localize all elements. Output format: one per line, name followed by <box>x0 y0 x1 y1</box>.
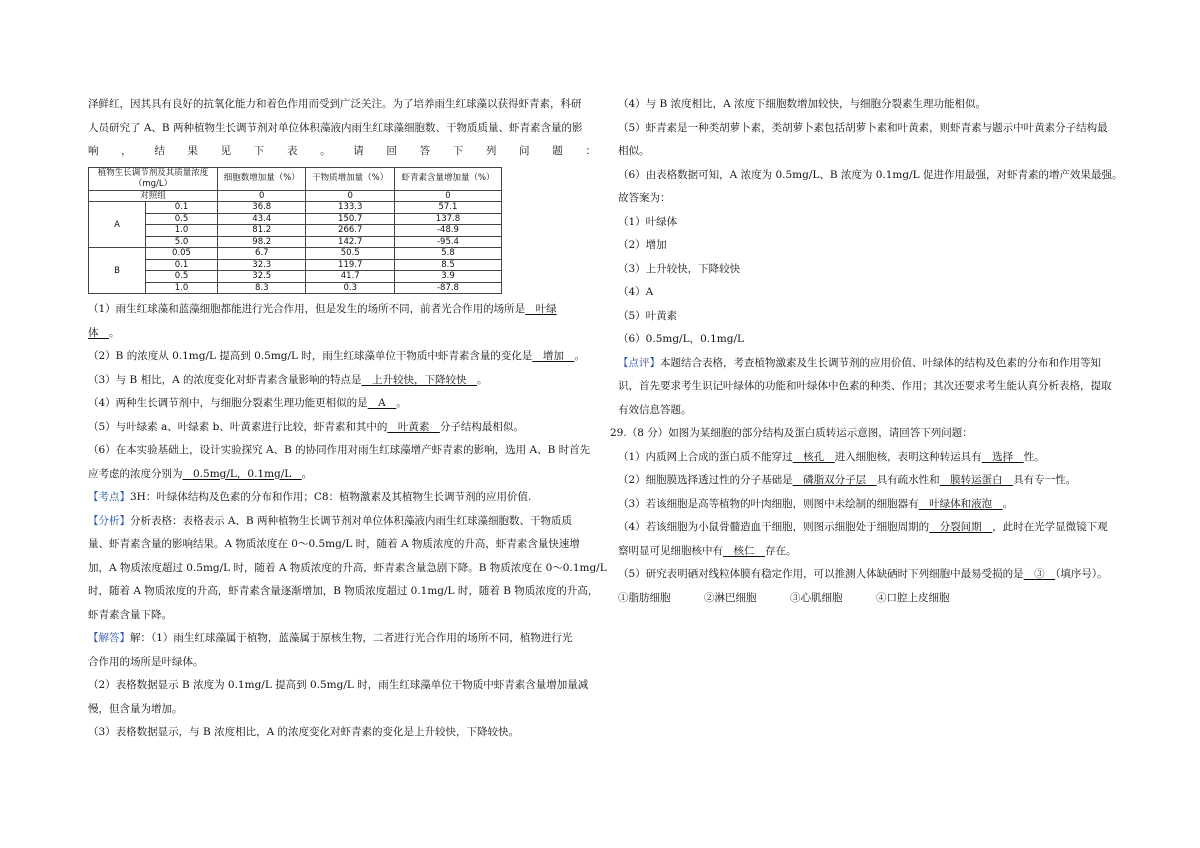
question-2: （2）B 的浓度从 0.1mg/L 提高到 0.5mg/L 时，雨生红球藻单位干物质中虾青素含量的变化是 增加 。 <box>88 350 585 362</box>
answer-line: （1）叶绿体 <box>618 215 678 228</box>
option-1: ①脂肪细胞 <box>618 591 671 604</box>
q29-part-5: （5）研究表明硒对线粒体膜有稳定作用，可以推测人体缺硒时下列细胞中最易受损的是 ③ （填序号）。 <box>618 568 1108 580</box>
q29-part-4: （4）若该细胞为小鼠骨髓造血干细胞，则图示细胞处于细胞周期的 分裂间期 ，此时在光学显微镜下观 <box>618 521 1108 533</box>
answer-blank: ③ <box>1023 568 1056 580</box>
answer-line: （5）虾青素是一种类胡萝卜素，类胡萝卜素包括胡萝卜素和叶黄素，则虾青素与题示中叶黄素分子结构最 <box>618 121 1108 134</box>
kaodian-tag: 【考点】 <box>88 491 130 503</box>
answer-line: （2）增加 <box>618 239 667 251</box>
table-row: 5.0 98.2 142.7 -95.4 <box>89 236 502 248</box>
answer-blank: 上升较快，下降较快 <box>361 373 477 386</box>
jieda-line-3: （2）表格数据显示 B 浓度为 0.1mg/L 提高到 0.5mg/L 时，雨生红球藻单位干物质中虾青素含量增加量减 <box>88 679 589 691</box>
answer-blank: 分裂间期 <box>929 521 993 533</box>
intro-line-2: 人员研究了 A、B 两种植物生长调节剂对单位体积藻液内雨生红球藻细胞数、干物质质量、虾青素含量的影 <box>88 121 583 134</box>
header-astaxanthin: 虾青素含量增加量（%） <box>394 167 501 190</box>
answer-line: （3）上升较快，下降较快 <box>618 262 741 275</box>
answer-blank: 体 <box>88 326 109 339</box>
answer-blank: 核孔 <box>792 450 835 463</box>
question-6: （6）在本实验基础上，设计实验探究 A、B 的协同作用对雨生红球藻增产虾青素的影响，选用 A、B 时首先 <box>88 444 591 456</box>
jieda-line-5: （3）表格数据显示，与 B 浓度相比，A 的浓度变化对虾青素的变化是上升较快，下降较快。 <box>88 726 519 738</box>
answer-blank: 叶绿体和液泡 <box>918 497 1003 510</box>
answer-line: （5）叶黄素 <box>618 309 678 322</box>
question-1-cont: 体 。 <box>88 326 120 339</box>
answer-line: （6）0.5mg/L，0.1mg/L <box>618 333 744 345</box>
fenxi-line-1: 【分析】分析表格：表格表示 A、B 两种植物生长调节剂对单位体积藻液内雨生红球藻细胞数、干物质质 <box>88 514 572 527</box>
answer-blank: A <box>367 397 397 409</box>
fenxi-line-5: 虾青素含量下降。 <box>88 608 172 621</box>
table-row: B 0.05 6.7 50.5 5.8 <box>89 248 502 260</box>
answer-blank: 叶黄素 <box>387 420 440 433</box>
question-29-title: 29.（8 分）如图为某细胞的部分结构及蛋白质转运示意图，请回答下列问题： <box>610 427 973 439</box>
answer-blank: 0.5mg/L，0.1mg/L <box>182 467 302 480</box>
intro-line-1: 泽鲜红，因其具有良好的抗氧化能力和着色作用而受到广泛关注。为了培养雨生红球藻以获得虾青素，科研 <box>88 98 582 110</box>
header-cells: 细胞数增加量（%） <box>218 167 306 190</box>
intro-line-3: 响 ， 结 果 见 下 表 。 请 回 答 下 列 问 题 ： <box>88 145 596 157</box>
q29-options <box>618 587 1138 611</box>
question-6-cont: 应考虑的浓度分别为 0.5mg/L，0.1mg/L 。 <box>88 467 313 480</box>
jieda-tag: 【解答】 <box>88 632 130 644</box>
answer-line: 相似。 <box>618 145 650 157</box>
answer-blank: 核仁 <box>723 544 765 557</box>
table-row: 1.0 81.2 266.7 -48.9 <box>89 225 502 237</box>
table-row: A 0.1 36.8 133.3 57.1 <box>89 202 502 214</box>
table-row: 0.1 32.3 119.7 8.5 <box>89 259 502 271</box>
q29-part-3: （3）若该细胞是高等植物的叶肉细胞，则图中未绘制的细胞器有 叶绿体和液泡 。 <box>618 497 1014 510</box>
option-3: ③心肌细胞 <box>790 591 843 604</box>
fenxi-line-2: 量、虾青素含量的影响结果。A 物质浓度在 0～0.5mg/L 时，随着 A 物质浓度的升高，虾青素含量快速增 <box>88 538 580 550</box>
answer-blank: 叶绿 <box>525 303 557 315</box>
jieda-line-2: 合作用的场所是叶绿体。 <box>88 655 204 668</box>
question-1: （1）雨生红球藻和蓝藻细胞都能进行光合作用，但是发生的场所不同，前者光合作用的场所是 叶绿 <box>88 303 557 315</box>
fenxi-line-4: 时，随着 A 物质浓度的升高，虾青素含量逐渐增加，B 物质浓度超过 0.1mg/L 时，随着 B 物质浓度的升高， <box>88 585 599 597</box>
answer-blank: 膜转运蛋白 <box>939 474 1014 486</box>
right-column <box>610 93 1138 610</box>
kaodian-section: 【考点】3H：叶绿体结构及色素的分布和作用；C8：植物激素及其植物生长调节剂的应用价值. <box>88 491 532 503</box>
table-header-row <box>89 167 502 190</box>
question-4: （4）两种生长调节剂中，与细胞分裂素生理功能更相似的是 A 。 <box>88 397 407 409</box>
data-table <box>88 167 502 295</box>
q29-part-1: （1）内质网上合成的蛋白质不能穿过 核孔 进入细胞核，表明这种转运具有 选择 性。 <box>618 450 1045 463</box>
dianping-tag: 【点评】 <box>618 356 660 369</box>
answer-blank: 增加 <box>532 350 575 362</box>
answer-line: 故答案为： <box>618 192 671 204</box>
answer-blank: 磷脂双分子层 <box>792 474 877 486</box>
jieda-line-4: 慢，但含量为增加。 <box>88 702 183 715</box>
question-3: （3）与 B 相比，A 的浓度变化对虾青素含量影响的特点是 上升较快，下降较快 。 <box>88 373 488 386</box>
dianping-line-2: 识，首先要求考生识记叶绿体的功能和叶绿体中色素的种类、作用；其次还要求考生能认真分析表格，提取 <box>618 380 1112 392</box>
question-5: （5）与叶绿素 a、叶绿素 b、叶黄素进行比较，虾青素和其中的 叶黄素 分子结构最相似。 <box>88 420 524 433</box>
q29-part-2: （2）细胞膜选择透过性的分子基础是 磷脂双分子层 具有疏水性和 膜转运蛋白 具有专一性。 <box>618 474 1077 486</box>
jieda-line-1: 【解答】解：（1）雨生红球藻属于植物，蓝藻属于原核生物，二者进行光合作用的场所不同，植物进行光 <box>88 632 573 644</box>
answer-blank: 选择 <box>981 450 1024 463</box>
fenxi-tag: 【分析】 <box>88 514 130 527</box>
table-row: 1.0 8.3 0.3 -87.8 <box>89 282 502 294</box>
header-dry-matter: 干物质增加量（%） <box>306 167 394 190</box>
fenxi-line-3: 加，A 物质浓度超过 0.5mg/L 时，随着 A 物质浓度的升高，虾青素含量急剧下降。B 物质浓度在 0～0.1mg/L <box>88 561 607 574</box>
table-row: 对照组 0 0 0 <box>89 190 502 202</box>
answer-line: （4）A <box>618 286 654 298</box>
dianping-line-3: 有效信息答题。 <box>618 403 692 416</box>
q29-part-4-cont: 察明显可见细胞核中有 核仁 存在。 <box>618 544 797 557</box>
option-2: ②淋巴细胞 <box>704 591 757 604</box>
table-row: 0.5 32.5 41.7 3.9 <box>89 271 502 283</box>
option-4: ④口腔上皮细胞 <box>876 591 950 604</box>
table-row: 0.5 43.4 150.7 137.8 <box>89 213 502 225</box>
dianping-line-1: 【点评】本题结合表格，考查植物激素及生长调节剂的应用价值、叶绿体的结构及色素的分布和作用等知 <box>618 356 1101 369</box>
header-regulator: 植物生长调节剂及其质量浓度（mg/L） <box>89 167 218 190</box>
answer-line: （4）与 B 浓度相比，A 浓度下细胞数增加较快，与细胞分裂素生理功能相似。 <box>618 98 986 110</box>
group-a-label: A <box>89 202 146 248</box>
group-b-label: B <box>89 248 146 294</box>
left-column <box>88 93 607 745</box>
answer-line: （6）由表格数据可知，A 浓度为 0.5mg/L、B 浓度为 0.1mg/L 促进作用最强，对虾青素的增产效果最强。 <box>618 168 1123 181</box>
